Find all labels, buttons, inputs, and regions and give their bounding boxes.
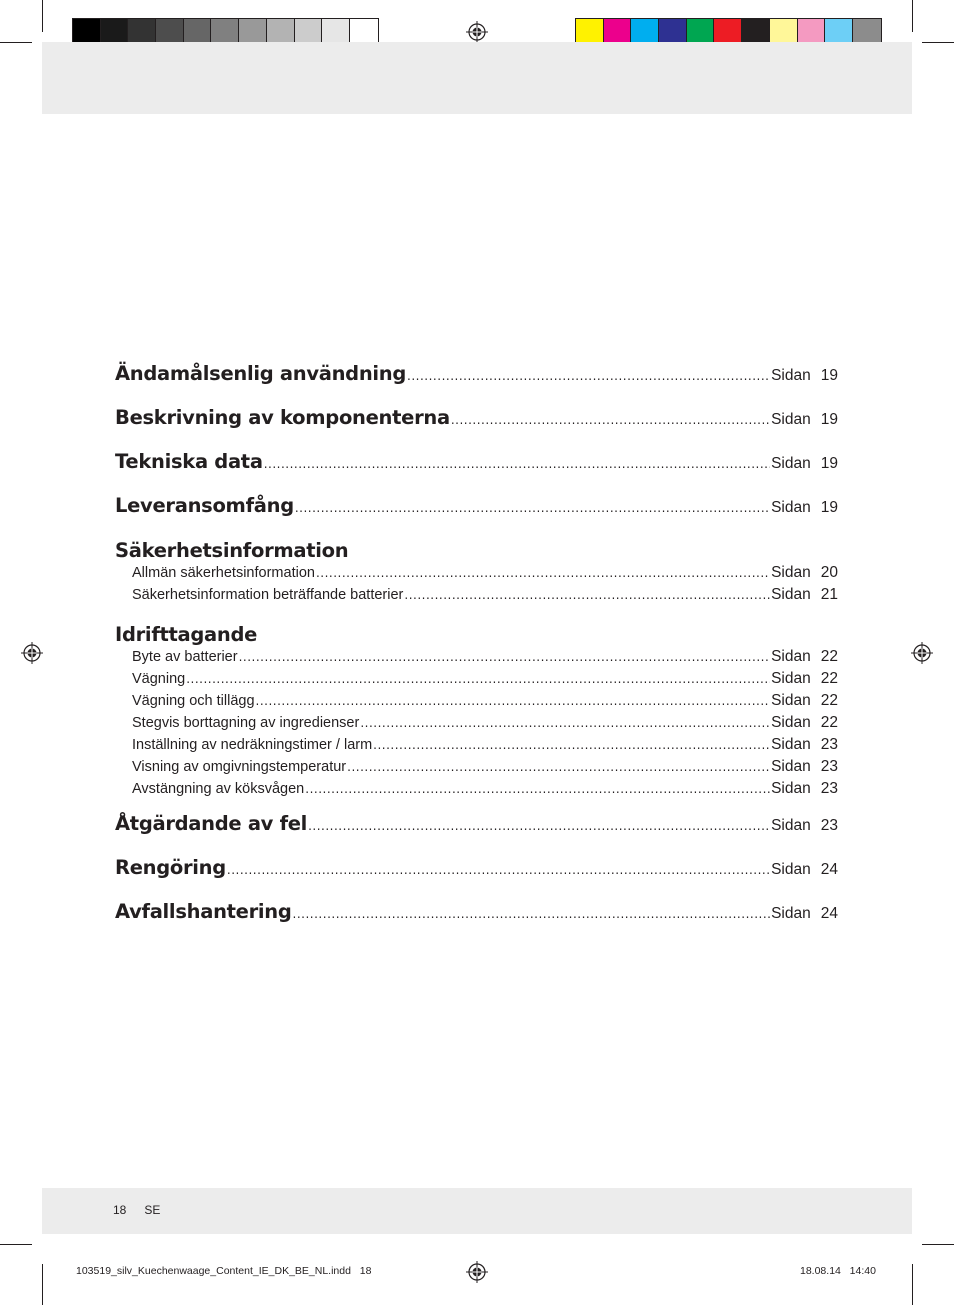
toc-entry-page: Sidan 23 [771,780,838,797]
leader-dots [407,369,770,383]
toc-subentry[interactable] [115,670,838,692]
toc-entry-page: Sidan 23 [771,758,838,775]
spacer [115,802,838,812]
crop-mark [42,0,43,32]
leader-dots [295,501,770,515]
registration-mark-icon [466,21,488,43]
leader-dots [305,782,770,796]
leader-dots [239,650,771,664]
toc-section-title[interactable]: Idrifttagande [115,623,258,646]
leader-dots [293,907,771,921]
toc-subentry-label: Visning av omgivningstemperatur [132,759,347,775]
toc-entry-page: Sidan 22 [771,692,838,709]
toc-entry[interactable] [115,812,838,856]
registration-mark-icon [911,642,933,664]
slug-date: 18.08.14 [800,1265,841,1277]
toc-entry-page: Sidan 19 [771,499,838,516]
toc-entry-page: Sidan 22 [771,670,838,687]
leader-dots [308,819,770,833]
leader-dots [347,760,770,774]
crop-mark [922,42,954,43]
toc-entry-label: Beskrivning av komponenterna [115,406,450,429]
toc-entry[interactable] [115,856,838,900]
slug-file-name: 103519_silv_Kuechenwaage_Content_IE_DK_BE_NL.indd [76,1265,351,1277]
toc-entry-label: Leveransomfång [115,494,294,517]
leader-dots [373,738,770,752]
crop-mark [922,1244,954,1245]
leader-dots [264,457,770,471]
toc-entry-label: Tekniska data [115,450,263,473]
toc-subentry-label: Allmän säkerhetsinformation [132,565,315,581]
toc-entry-page: Sidan 19 [771,367,838,384]
page-footer [113,1203,178,1217]
toc-entry-page: Sidan 24 [771,905,838,922]
slug-file-page: 18 [359,1265,372,1277]
toc-entry-label: Åtgärdande av fel [115,812,308,835]
spacer [115,608,838,622]
toc-subentry[interactable] [115,564,838,586]
registration-mark-icon [466,1261,488,1283]
toc-subentry[interactable] [115,648,838,670]
crop-mark [0,42,32,43]
slug-date-time [800,1265,876,1277]
toc-subentry-label: Byte av batterier [132,649,238,665]
leader-dots [360,716,770,730]
toc-entry-page: Sidan 19 [771,455,838,472]
toc-entry[interactable] [115,406,838,450]
toc-subentry-label: Avstängning av köksvågen [132,781,305,797]
slug-time: 14:40 [849,1265,876,1277]
slug-file-info [76,1265,371,1277]
toc-entry-page: Sidan 19 [771,411,838,428]
leader-dots [256,694,771,708]
toc-subentry[interactable] [115,692,838,714]
language-code: SE [144,1203,161,1217]
toc-entry-page: Sidan 23 [771,736,838,753]
crop-mark [912,0,913,32]
toc-entry[interactable] [115,362,838,406]
toc-subentry-label: Säkerhetsinformation beträffande batterier [132,587,404,603]
leader-dots [404,588,770,602]
toc-subentry[interactable] [115,736,838,758]
leader-dots [227,863,770,877]
toc-entry-page: Sidan 22 [771,714,838,731]
toc-entry[interactable] [115,900,838,944]
toc-entry-page: Sidan 22 [771,648,838,665]
toc-entry-page: Sidan 20 [771,564,838,581]
toc-subentry-label: Vägning [132,671,186,687]
toc-subentry[interactable] [115,758,838,780]
toc-entry-label: Ändamålsenlig användning [115,362,407,385]
crop-mark [42,1264,43,1305]
leader-dots [186,672,770,686]
crop-mark [0,1244,32,1245]
toc-subentry-label: Inställning av nedräkningstimer / larm [132,737,373,753]
registration-mark-icon [21,642,43,664]
toc-subentry[interactable] [115,586,838,608]
header-panel [42,42,912,114]
toc-entry-label: Avfallshantering [115,900,292,923]
page-number: 18 [113,1203,127,1217]
toc-subentry[interactable] [115,780,838,802]
crop-mark [912,1264,913,1305]
table-of-contents [115,362,838,944]
toc-entry[interactable] [115,450,838,494]
toc-subentry-label: Stegvis borttagning av ingredienser [132,715,360,731]
toc-subentry[interactable] [115,714,838,736]
toc-entry-label: Rengöring [115,856,226,879]
leader-dots [451,413,770,427]
toc-entry-page: Sidan 24 [771,861,838,878]
toc-entry[interactable] [115,494,838,538]
leader-dots [316,566,770,580]
toc-subentry-label: Vägning och tillägg [132,693,255,709]
toc-entry-page: Sidan 21 [771,586,838,603]
toc-section-title[interactable]: Säkerhetsinformation [115,539,349,562]
toc-entry-page: Sidan 23 [771,817,838,834]
